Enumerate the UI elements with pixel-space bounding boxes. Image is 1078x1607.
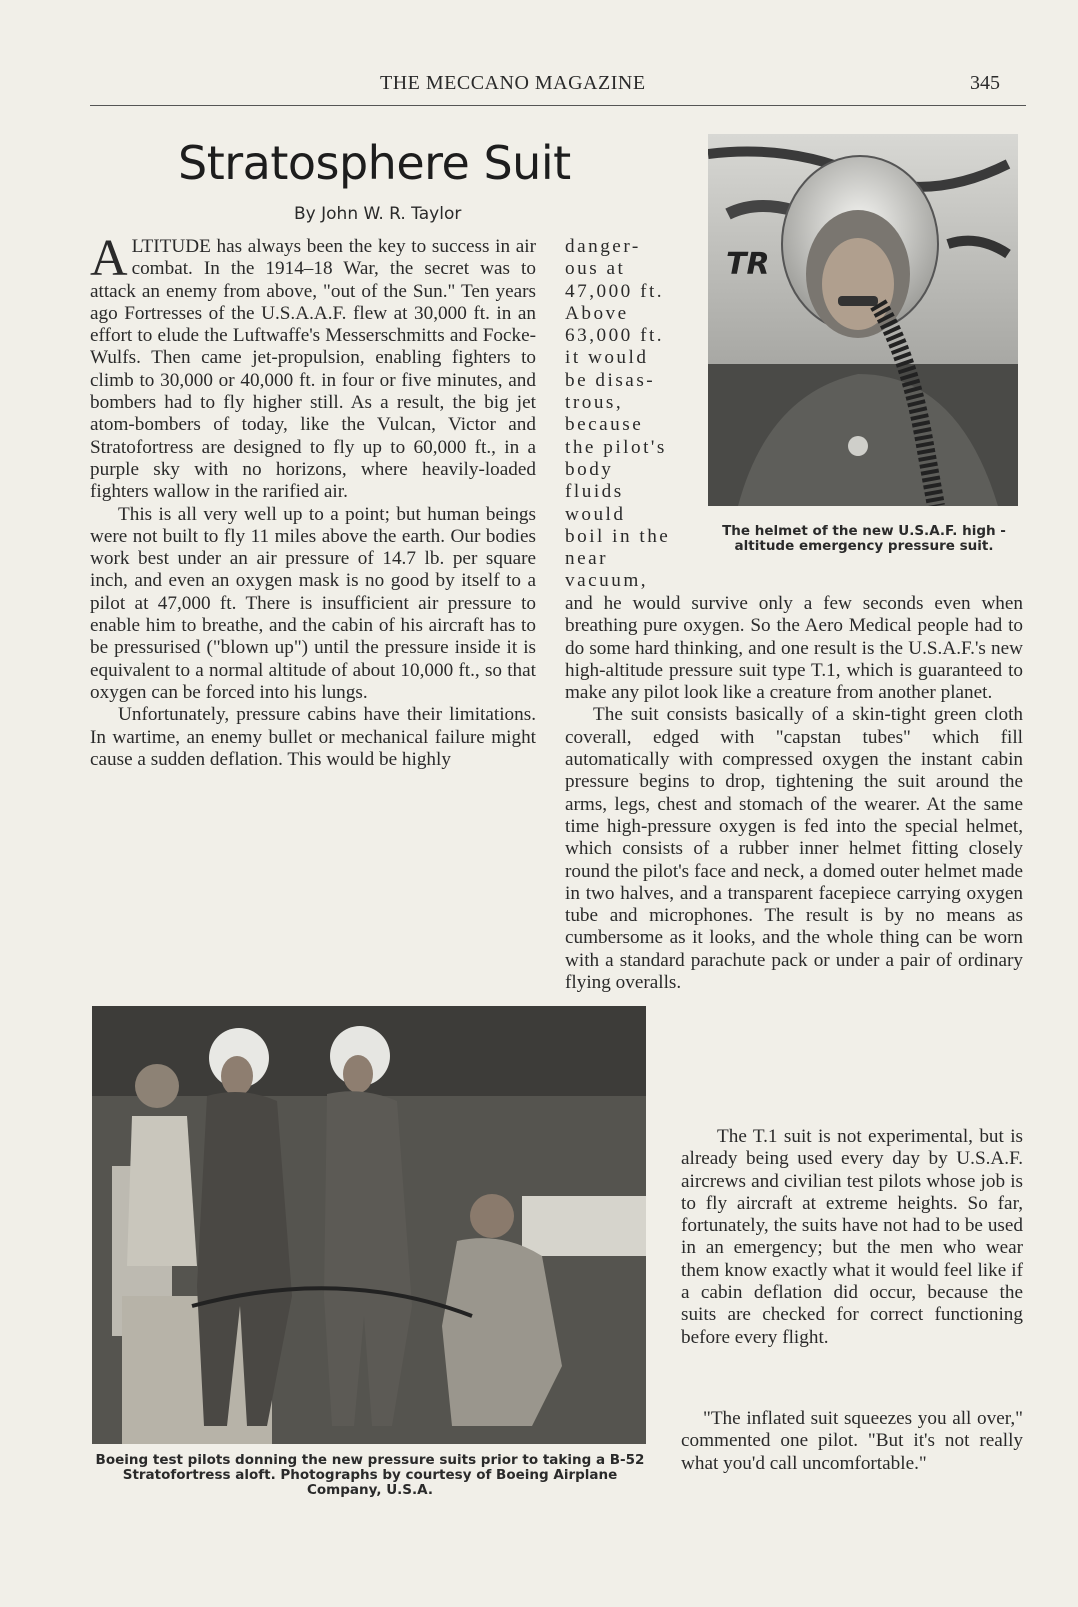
- helmet-photo: [708, 134, 1018, 506]
- paragraph-7: "The inflated suit squeezes you all over," commented one pilot. "But it's not really what you'd call uncomfortable.": [681, 1408, 1023, 1474]
- photo-letters: TR: [726, 247, 770, 282]
- paragraph-2: This is all very well up to a point; but human beings were not built to fly 11 miles above the earth. Our bodies work best under an air pressure of 14.7 lb. per square inch, and even an oxygen mask is no good by itself to a pilot at 47,000 ft. There is insufficient air pressure to enable him to breathe, and the cabin of his aircraft has to be pressurised ("blown up") until the pressure inside it is equivalent to a normal altitude of about 10,000 ft., so that oxygen can be forced into his lungs.: [90, 503, 536, 703]
- article-byline: By John W. R. Taylor: [294, 204, 462, 224]
- narrow-line: be disas-: [565, 369, 656, 391]
- narrow-line: fluids: [565, 481, 624, 503]
- right-column: [565, 593, 1023, 994]
- narrow-line: boil in the: [565, 525, 671, 547]
- paragraph-5: The suit consists basically of a skin-tight green cloth coverall, edged with "capstan tubes" which fill automatically with compressed oxygen the instant cabin pressure begins to drop, tightening the suit around the arms, legs, chest and stomach of the wearer. At the same time high-pressure oxygen is fed into the special helmet, which consists of a rubber inner helmet fitting closely round the pilot's face and neck, a domed outer helmet made in two halves, and a transparent facepiece carrying oxygen tube and microphones. The result is by no means as cumbersome as it looks, and the whole thing can be worn with a standard parachute pack or under a pair of ordinary flying overalls.: [565, 704, 1023, 994]
- paragraph-4: and he would survive only a few seconds even when breathing pure oxygen. So the Aero Medical people had to do some hard thinking, and one result is the U.S.A.F.'s new high-altitude pressure suit type T.1, which is guaranteed to make any pilot look like a creature from another planet.: [565, 593, 1023, 704]
- boeing-caption: Boeing test pilots donning the new pressure suits prior to taking a B-52 Stratofortress aloft. Photographs by courtesy of Boeing Airplane Company, U.S.A.: [95, 1452, 645, 1498]
- narrow-line: ous at: [565, 258, 626, 280]
- narrow-line: would: [565, 503, 626, 525]
- narrow-line: 63,000 ft.: [565, 325, 665, 347]
- narrow-line: trous,: [565, 392, 624, 414]
- narrow-line: near: [565, 548, 609, 570]
- magazine-title: THE MECCANO MAGAZINE: [380, 72, 646, 94]
- boeing-pilots-photo: [92, 1006, 646, 1444]
- paragraph-3: Unfortunately, pressure cabins have their limitations. In wartime, an enemy bullet or mechanical failure might cause a sudden deflation. This would be highly: [90, 704, 536, 770]
- drop-cap: A: [90, 230, 128, 287]
- right-column-end: [681, 1408, 1023, 1475]
- narrow-line: Above: [565, 302, 629, 324]
- left-column: [90, 230, 536, 771]
- narrow-line: vacuum,: [565, 570, 649, 592]
- narrow-line: body: [565, 458, 614, 480]
- page-number: 345: [970, 72, 1000, 94]
- helmet-caption: The helmet of the new U.S.A.F. high - altitude emergency pressure suit.: [722, 523, 1006, 554]
- narrow-line: danger-: [565, 236, 641, 257]
- boeing-pilots-image: [92, 1006, 646, 1444]
- narrow-line: 47,000 ft.: [565, 280, 665, 302]
- narrow-line: because: [565, 414, 644, 436]
- paragraph-6: The T.1 suit is not experimental, but is already being used every day by U.S.A.F. aircrews and civilian test pilots whose job is to fly aircraft at extreme heights. So far, fortunately, the suits have not had to be used in an emergency; but the men who wear them know exactly what it would feel like if a cabin deflation did occur, because the suits are checked for correct functioning before every flight.: [681, 1126, 1023, 1348]
- narrow-column: [565, 236, 687, 593]
- helmet-photo-image: [708, 134, 1018, 506]
- narrow-line: it would: [565, 347, 649, 369]
- article-title: Stratosphere Suit: [178, 136, 571, 190]
- paragraph-1: LTITUDE has always been the key to success in air combat. In the 1914–18 War, the secret was to attack an enemy from above, "out of the Sun." Ten years ago Fortresses of the U.S.A.A.F. flew at 30,000 ft. in an effort to elude the Luftwaffe's Messerschmitts and Focke-Wulfs. Then came jet-propulsion, enabling fighters to climb to 30,000 or 40,000 ft. in four or five minutes, and bombers had to fly higher still. As a result, the big jet atom-bombers of today, like the Vulcan, Victor and Stratofortress are designed to fly up to 60,000 ft., in a purple sky with no horizons, where heavily-loaded fighters wallow in the rarified air.: [90, 236, 536, 503]
- right-column-t1-intro: [565, 1126, 1023, 1428]
- header-rule: [90, 105, 1026, 106]
- narrow-line: the pilot's: [565, 436, 667, 458]
